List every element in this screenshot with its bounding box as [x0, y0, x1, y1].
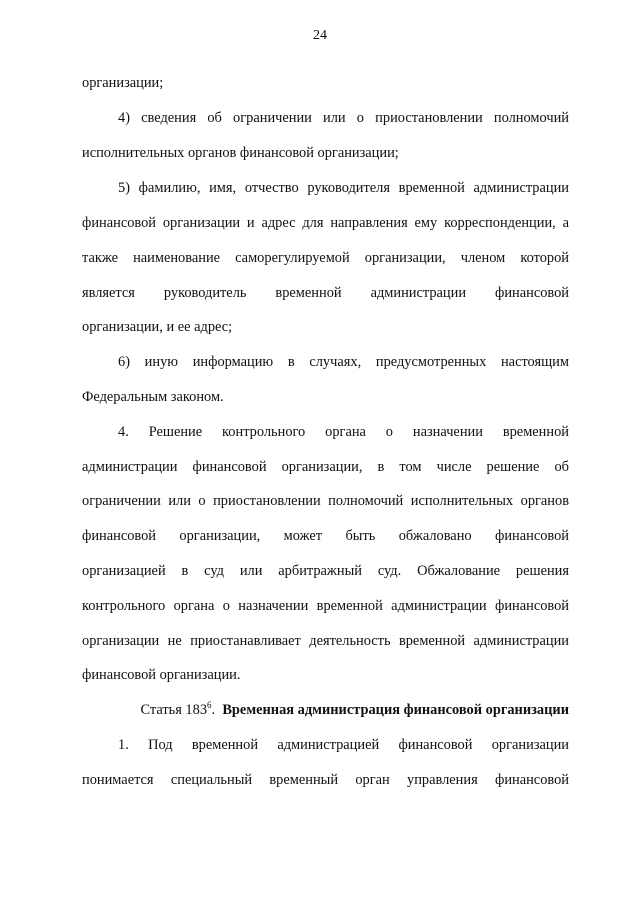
text-line: исполнительных органов финансовой организации;: [82, 145, 399, 161]
text-line: финансовой организации.: [82, 667, 241, 683]
text-line: финансовой организации и адрес для направления ему корреспонденции, а: [82, 215, 569, 231]
text-line: также наименование саморегулируемой организации, членом которой: [82, 250, 569, 266]
article-number: Статья 183: [140, 702, 208, 718]
text-line: 4. Решение контрольного органа о назначении временной: [118, 424, 569, 440]
page-number: 24: [313, 28, 327, 43]
article-title: Временная администрация финансовой организации: [222, 702, 569, 718]
text-line: организации не приостанавливает деятельность временной администрации: [82, 633, 569, 649]
text-line: контрольного органа о назначении временной администрации финансовой: [82, 598, 569, 614]
text-line: финансовой организации, может быть обжаловано финансовой: [82, 528, 569, 544]
text-line: 6) иную информацию в случаях, предусмотренных настоящим: [118, 354, 569, 370]
text-line: понимается специальный временный орган управления финансовой: [82, 772, 569, 788]
article-dot: .: [211, 702, 216, 718]
article-superscript: 6: [207, 700, 212, 710]
text-line: организацией в суд или арбитражный суд. Обжалование решения: [82, 563, 569, 579]
text-line: 4) сведения об ограничении или о приостановлении полномочий: [118, 110, 569, 126]
text-line: Федеральным законом.: [82, 389, 224, 405]
text-line: ограничении или о приостановлении полномочий исполнительных органов: [82, 493, 569, 509]
text-line: 1. Под временной администрацией финансовой организации: [118, 737, 569, 753]
text-line: организации;: [82, 75, 164, 91]
text-line: является руководитель временной администрации финансовой: [82, 285, 569, 301]
text-line: администрации финансовой организации, в том числе решение об: [82, 459, 569, 475]
text-line: 5) фамилию, имя, отчество руководителя временной администрации: [118, 180, 569, 196]
text-line: организации, и ее адрес;: [82, 319, 233, 335]
article-heading: [118, 701, 569, 719]
